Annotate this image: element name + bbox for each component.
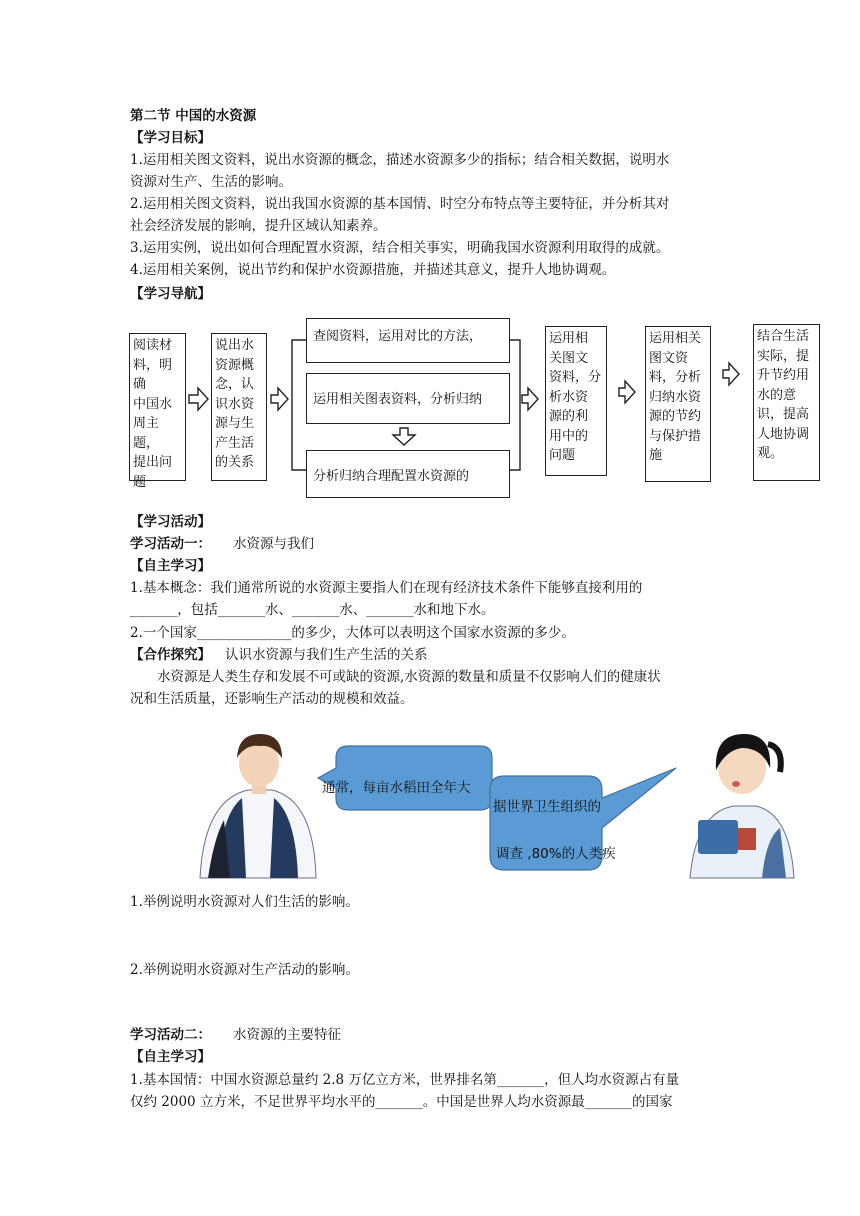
arrow-down-icon xyxy=(393,428,415,445)
flow-box-problems: 运用相 关图文 资料，分 析水资 源的利 用中的 问题 xyxy=(545,326,607,476)
exercise-line: 1.举例说明水资源对人们生活的影响。 xyxy=(130,894,359,910)
self-study-heading: 【自主学习】 xyxy=(130,1049,211,1065)
activities-heading: 【学习活动】 xyxy=(130,514,211,530)
coop-heading: 【合作探究】 xyxy=(130,647,211,663)
coop-topic: 认识水资源与我们生产生活的关系 xyxy=(225,647,428,663)
flow-connectors xyxy=(0,0,860,520)
left-bracket xyxy=(292,340,306,470)
question-line: 仅约 2000 立方米，不足世界平均水平的_______。中国是世界人均水资源最_______的国家 xyxy=(130,1094,673,1110)
objective-line: 社会经济发展的影响，提升区域认知素养。 xyxy=(130,218,387,234)
flow-box-read: 阅读材 料，明确 中国水 周主题， 提出问 题 xyxy=(129,333,186,481)
activity2-title: 学习活动二： xyxy=(130,1027,211,1043)
arrow-right-icon xyxy=(723,363,739,385)
navigation-heading: 【学习导航】 xyxy=(130,286,211,302)
right-bracket xyxy=(510,340,520,470)
coop-row xyxy=(130,645,730,666)
self-study-heading: 【自主学习】 xyxy=(130,558,211,574)
girl-student-icon xyxy=(690,734,794,878)
flow-box-compare: 查阅资料，运用对比的方法， xyxy=(306,318,510,363)
objective-line: 4.运用相关案例，说出节约和保护水资源措施，并描述其意义，提升人地协调观。 xyxy=(130,262,616,278)
arrow-right-icon xyxy=(619,381,635,403)
question-line: 1.基本国情：中国水资源总量约 2.8 万亿立方米，世界排名第_______，但人均水资源占有量 xyxy=(130,1072,680,1088)
boy-student-icon xyxy=(200,734,316,878)
activity2-title-row xyxy=(130,1025,730,1046)
flow-box-awareness: 结合生活 实际，提 升节约用 水的意 识，提高 人地协调 观。 xyxy=(753,324,820,481)
section-title: 第二节 中国的水资源 xyxy=(130,108,257,124)
objective-line: 3.运用实例，说出如何合理配置水资源，结合相关事实，明确我国水资源利用取得的成就。 xyxy=(130,240,670,256)
paragraph-line: 水资源是人类生存和发展不可或缺的资源,水资源的数量和质量不仅影响人们的健康状 xyxy=(157,669,661,685)
bubble-right-text-1: 据世界卫生组织的 xyxy=(493,799,601,815)
activity2-name: 水资源的主要特征 xyxy=(233,1027,341,1043)
question-line: 2.一个国家______________的多少，大体可以表明这个国家水资源的多少。 xyxy=(130,625,575,641)
bubble-left-text: 通常，每亩水稻田全年大 xyxy=(322,780,471,796)
flow-box-protect: 运用相关 图文资 料，分析 归纳水资 源的节约 与保护措 施 xyxy=(645,326,711,482)
activity1-title: 学习活动一： xyxy=(130,536,211,552)
flow-box-concept: 说出水 资源概 念，认 识水资 源与生 产生活 的关系 xyxy=(211,333,267,481)
question-line: _______，包括_______水、_______水、_______水和地下水。 xyxy=(130,602,495,618)
objective-line: 2.运用相关图文资料，说出我国水资源的基本国情、时空分布特点等主要特征，并分析其对 xyxy=(130,196,670,212)
arrow-right-icon xyxy=(522,388,538,410)
arrow-right-icon xyxy=(189,388,208,410)
paragraph-line: 况和生活质量，还影响生产活动的规模和效益。 xyxy=(130,691,414,707)
objectives-heading: 【学习目标】 xyxy=(130,130,211,146)
exercise-line: 2.举例说明水资源对生产活动的影响。 xyxy=(130,962,359,978)
flow-box-analyze: 运用相关图表资料，分析归纳 xyxy=(306,373,510,424)
dialogue-illustration xyxy=(190,728,790,888)
arrow-right-icon xyxy=(271,388,288,410)
activity1-title-row xyxy=(130,534,730,555)
objective-line: 资源对生产、生活的影响。 xyxy=(130,174,292,190)
activity1-name: 水资源与我们 xyxy=(233,536,314,552)
objective-line: 1.运用相关图文资料，说出水资源的概念，描述水资源多少的指标；结合相关数据，说明水 xyxy=(130,152,670,168)
bubble-right-text-2: 调查 ,80%的人类疾 xyxy=(496,846,616,862)
flow-box-allocate: 分析归纳合理配置水资源的 xyxy=(306,450,510,498)
question-line: 1.基本概念：我们通常所说的水资源主要指人们在现有经济技术条件下能够直接利用的 xyxy=(130,580,643,596)
